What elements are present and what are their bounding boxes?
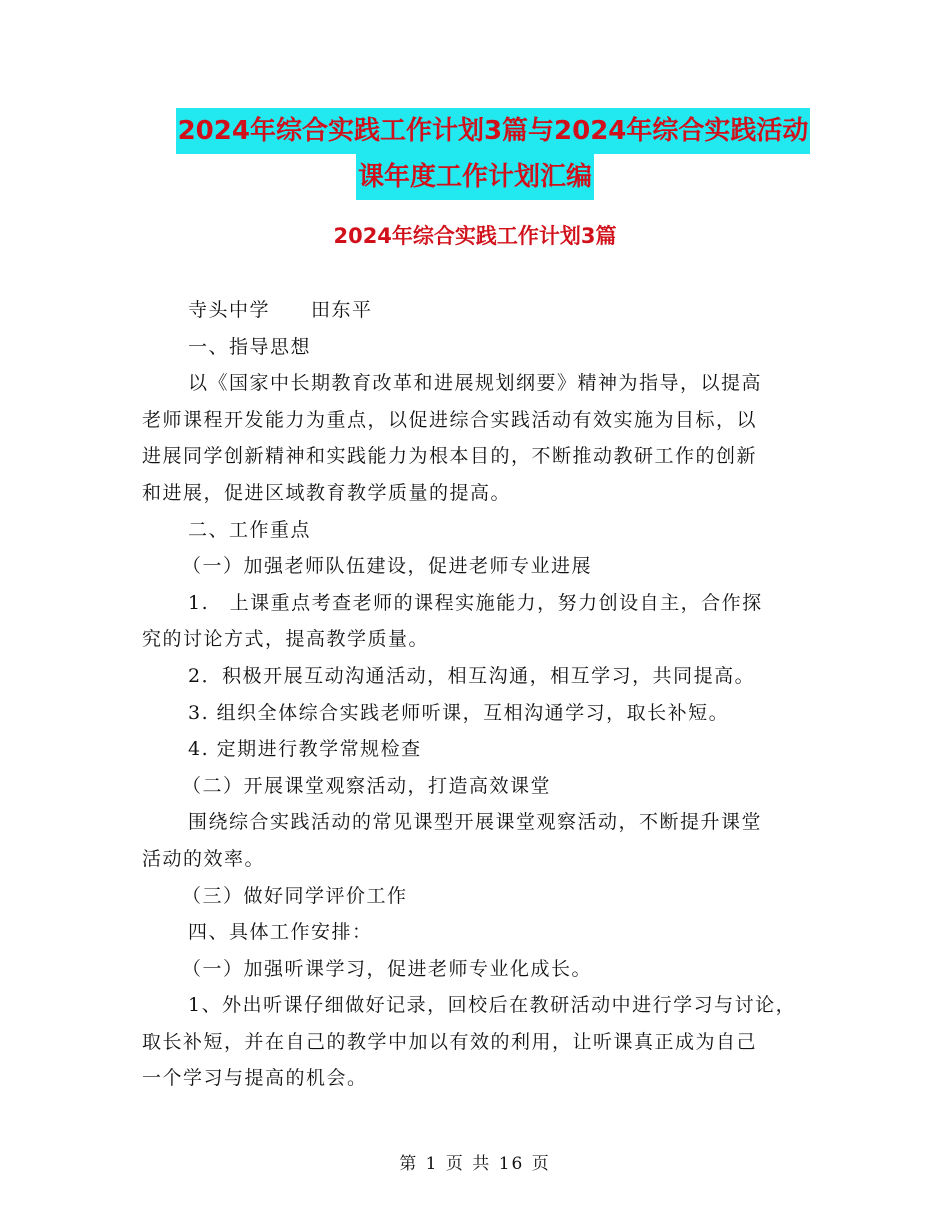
paragraph-line: 究的讨论方式，提高教学质量。 — [142, 628, 430, 651]
paragraph-line: 活动的效率。 — [142, 847, 266, 870]
list-item-outside-lessons: 1、外出听课仔细做好记录，回校后在教研活动中进行学习与讨论， — [188, 994, 797, 1017]
paragraph-line: 取长补短，并在自己的教学中加以有效的利用，让听课真正成为自己 — [142, 1030, 758, 1053]
list-item-2: 2．积极开展互动沟通活动，相互沟通，相互学习，共同提高。 — [188, 664, 756, 687]
title-line-1: 2024年综合实践工作计划3篇与2024年综合实践活动 — [176, 108, 811, 154]
list-item-1: 1. 上课重点考查老师的课程实施能力，努力创设自主，合作探 — [188, 591, 763, 614]
subheading-classroom-observation: （二）开展课堂观察活动，打造高效课堂 — [182, 774, 552, 797]
paragraph-line: 进展同学创新精神和实践能力为根本目的，不断推动教研工作的创新 — [142, 445, 758, 468]
title-line-2: 课年度工作计划汇编 — [356, 154, 594, 200]
paragraph-line: 围绕综合实践活动的常见课型开展课堂观察活动，不断提升课堂 — [188, 811, 763, 834]
document-title — [0, 108, 950, 200]
author-line: 寺头中学 田东平 — [188, 299, 373, 321]
page-footer: 第 1 页 共 16 页 — [399, 1154, 551, 1174]
section-title: 2024年综合实践工作计划3篇 — [333, 224, 617, 248]
heading-work-arrangement: 四、具体工作安排： — [188, 921, 373, 944]
paragraph-line: 一个学习与提高的机会。 — [142, 1067, 368, 1090]
heading-work-focus: 二、工作重点 — [188, 518, 312, 541]
list-item-4: 4. 定期进行教学常规检查 — [188, 738, 422, 761]
subheading-teacher-team: （一）加强老师队伍建设，促进老师专业进展 — [182, 555, 593, 578]
paragraph-line: 和进展，促进区域教育教学质量的提高。 — [142, 481, 512, 504]
subheading-lesson-observation: （一）加强听课学习，促进老师专业化成长。 — [182, 957, 593, 980]
list-item-3: 3. 组织全体综合实践老师听课，互相沟通学习，取长补短。 — [188, 701, 730, 724]
paragraph-line: 以《国家中长期教育改革和进展规划纲要》精神为指导，以提高 — [188, 372, 763, 395]
paragraph-line: 老师课程开发能力为重点，以促进综合实践活动有效实施为目标，以 — [142, 408, 758, 431]
subheading-student-evaluation: （三）做好同学评价工作 — [182, 884, 408, 907]
document-body — [142, 292, 832, 1097]
heading-guiding-ideology: 一、指导思想 — [188, 335, 312, 358]
